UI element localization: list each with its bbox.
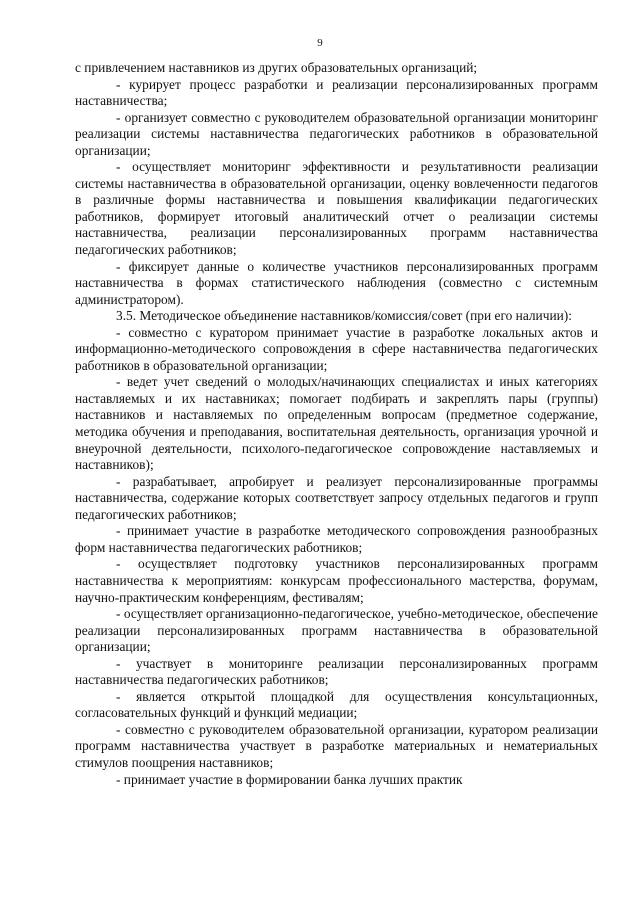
paragraph: - организует совместно с руководителем образовательной организации мониторинг реализации системы наставничества педагогических работников в образовательной организации; bbox=[75, 109, 598, 158]
paragraph: - совместно с куратором принимает участие в разработке локальных актов и информационно-методического сопровождения в сфере наставничества педагогических работников в образовательной организации; bbox=[75, 324, 598, 373]
paragraph: 3.5. Методическое объединение наставников/комиссия/совет (при его наличии): bbox=[116, 308, 572, 324]
paragraph: - принимает участие в разработке методического сопровождения разнообразных форм наставничества педагогических работников; bbox=[75, 523, 598, 555]
paragraph: - является открытой площадкой для осуществления консультационных, согласовательных функций и функций медиации; bbox=[75, 688, 598, 721]
document-body bbox=[75, 60, 598, 788]
page-number: 9 bbox=[317, 37, 323, 49]
paragraph: - осуществляет организационно-педагогическое, учебно-методическое, обеспечение реализации персонализированных программ наставничества в образовательной организации; bbox=[75, 606, 598, 655]
paragraph: - курирует процесс разработки и реализации персонализированных программ наставничества; bbox=[75, 76, 598, 109]
paragraph: - разрабатывает, апробирует и реализует персонализированные программы наставничества, содержание которых соответствует запросу отдельных педагогов и групп педагогических работников; bbox=[75, 473, 598, 522]
paragraph: - осуществляет подготовку участников персонализированных программ наставничества к мероприятиям: конкурсам профессионального мастерства, форумам, научно-практическим конференциям, фестивалям; bbox=[75, 556, 598, 605]
paragraph: - совместно с руководителем образовательной организации, куратором реализации программ наставничества участвует в разработке материальных и нематериальных стимулов поощрения наставников; bbox=[75, 721, 598, 770]
paragraph: - принимает участие в формировании банка лучших практик bbox=[116, 771, 463, 787]
paragraph: - осуществляет мониторинг эффективности и результативности реализации системы наставничества в образовательной организации, оценку вовлеченности педагогов в различные формы наставничества и повышения квалификации педагогических работников, формирует итоговый аналитический отчет о реализации системы наставничества, реализации персонализированных программ наставничества педагогических работников; bbox=[75, 159, 598, 258]
paragraph: - фиксирует данные о количестве участников персонализированных программ наставничества в формах статистического наблюдения (совместно с системным администратором). bbox=[75, 258, 598, 307]
paragraph: с привлечением наставников из других образовательных организаций; bbox=[75, 60, 478, 75]
paragraph: - ведет учет сведений о молодых/начинающих специалистах и иных категориях наставляемых и их наставниках; помогает подбирать и закреплять пары (группы) наставников и наставляемых по определенным вопросам (предметное содержание, методика обучения и преподавания, воспитательная деятельность, организация урочной и внеурочной деятельности, психолого-педагогическое сопровождение наставляемых и наставников); bbox=[75, 374, 598, 473]
paragraph: - участвует в мониторинге реализации персонализированных программ наставничества педагогических работников; bbox=[75, 655, 598, 688]
